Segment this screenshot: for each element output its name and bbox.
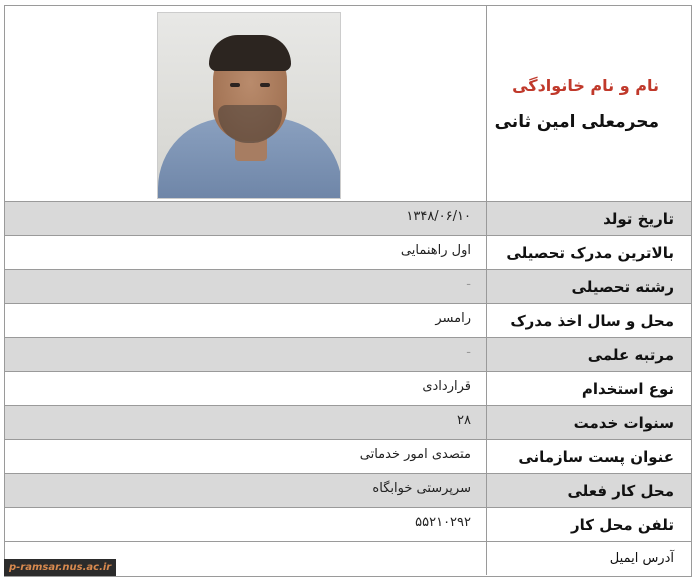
profile-header xyxy=(5,6,691,202)
row-workplace xyxy=(5,474,691,508)
row-label: نوع استخدام xyxy=(486,372,691,405)
row-education xyxy=(5,236,691,270)
row-label: عنوان پست سازمانی xyxy=(486,440,691,473)
row-label: تلفن محل کار xyxy=(486,508,691,541)
profile-card xyxy=(4,5,692,577)
row-value: اول راهنمایی xyxy=(400,243,471,258)
row-value: - xyxy=(466,277,471,292)
row-label: تاریخ تولد xyxy=(486,202,691,235)
name-label: نام و نام خانوادگی xyxy=(512,76,659,95)
row-value: قراردادی xyxy=(422,379,471,394)
row-service-years xyxy=(5,406,691,440)
row-label: رشته تحصیلی xyxy=(486,270,691,303)
row-value: ۵۵۲۱۰۲۹۲ xyxy=(415,515,471,530)
row-degree-place xyxy=(5,304,691,338)
row-value: متصدی امور خدماتی xyxy=(359,447,471,462)
row-label: محل کار فعلی xyxy=(486,474,691,507)
row-value: ۲۸ xyxy=(457,413,471,428)
row-work-phone xyxy=(5,508,691,542)
row-label: محل و سال اخذ مدرک xyxy=(486,304,691,337)
row-birth-date xyxy=(5,202,691,236)
row-label: مرتبه علمی xyxy=(486,338,691,371)
name-cell xyxy=(486,6,691,201)
row-value: - xyxy=(466,345,471,360)
row-value: رامسر xyxy=(435,311,471,326)
row-field xyxy=(5,270,691,304)
row-label: بالاترین مدرک تحصیلی xyxy=(486,236,691,269)
row-label: آدرس ایمیل xyxy=(486,542,691,575)
name-value: محرمعلی امین ثانی xyxy=(494,112,659,132)
row-value: سرپرستی خوابگاه xyxy=(372,481,471,496)
row-position-title xyxy=(5,440,691,474)
row-value: ۱۳۴۸/۰۶/۱۰ xyxy=(406,209,471,224)
row-academic-rank xyxy=(5,338,691,372)
profile-photo xyxy=(157,12,341,199)
row-label: سنوات خدمت xyxy=(486,406,691,439)
site-watermark: p-ramsar.nus.ac.ir xyxy=(4,559,116,576)
row-employment-type xyxy=(5,372,691,406)
